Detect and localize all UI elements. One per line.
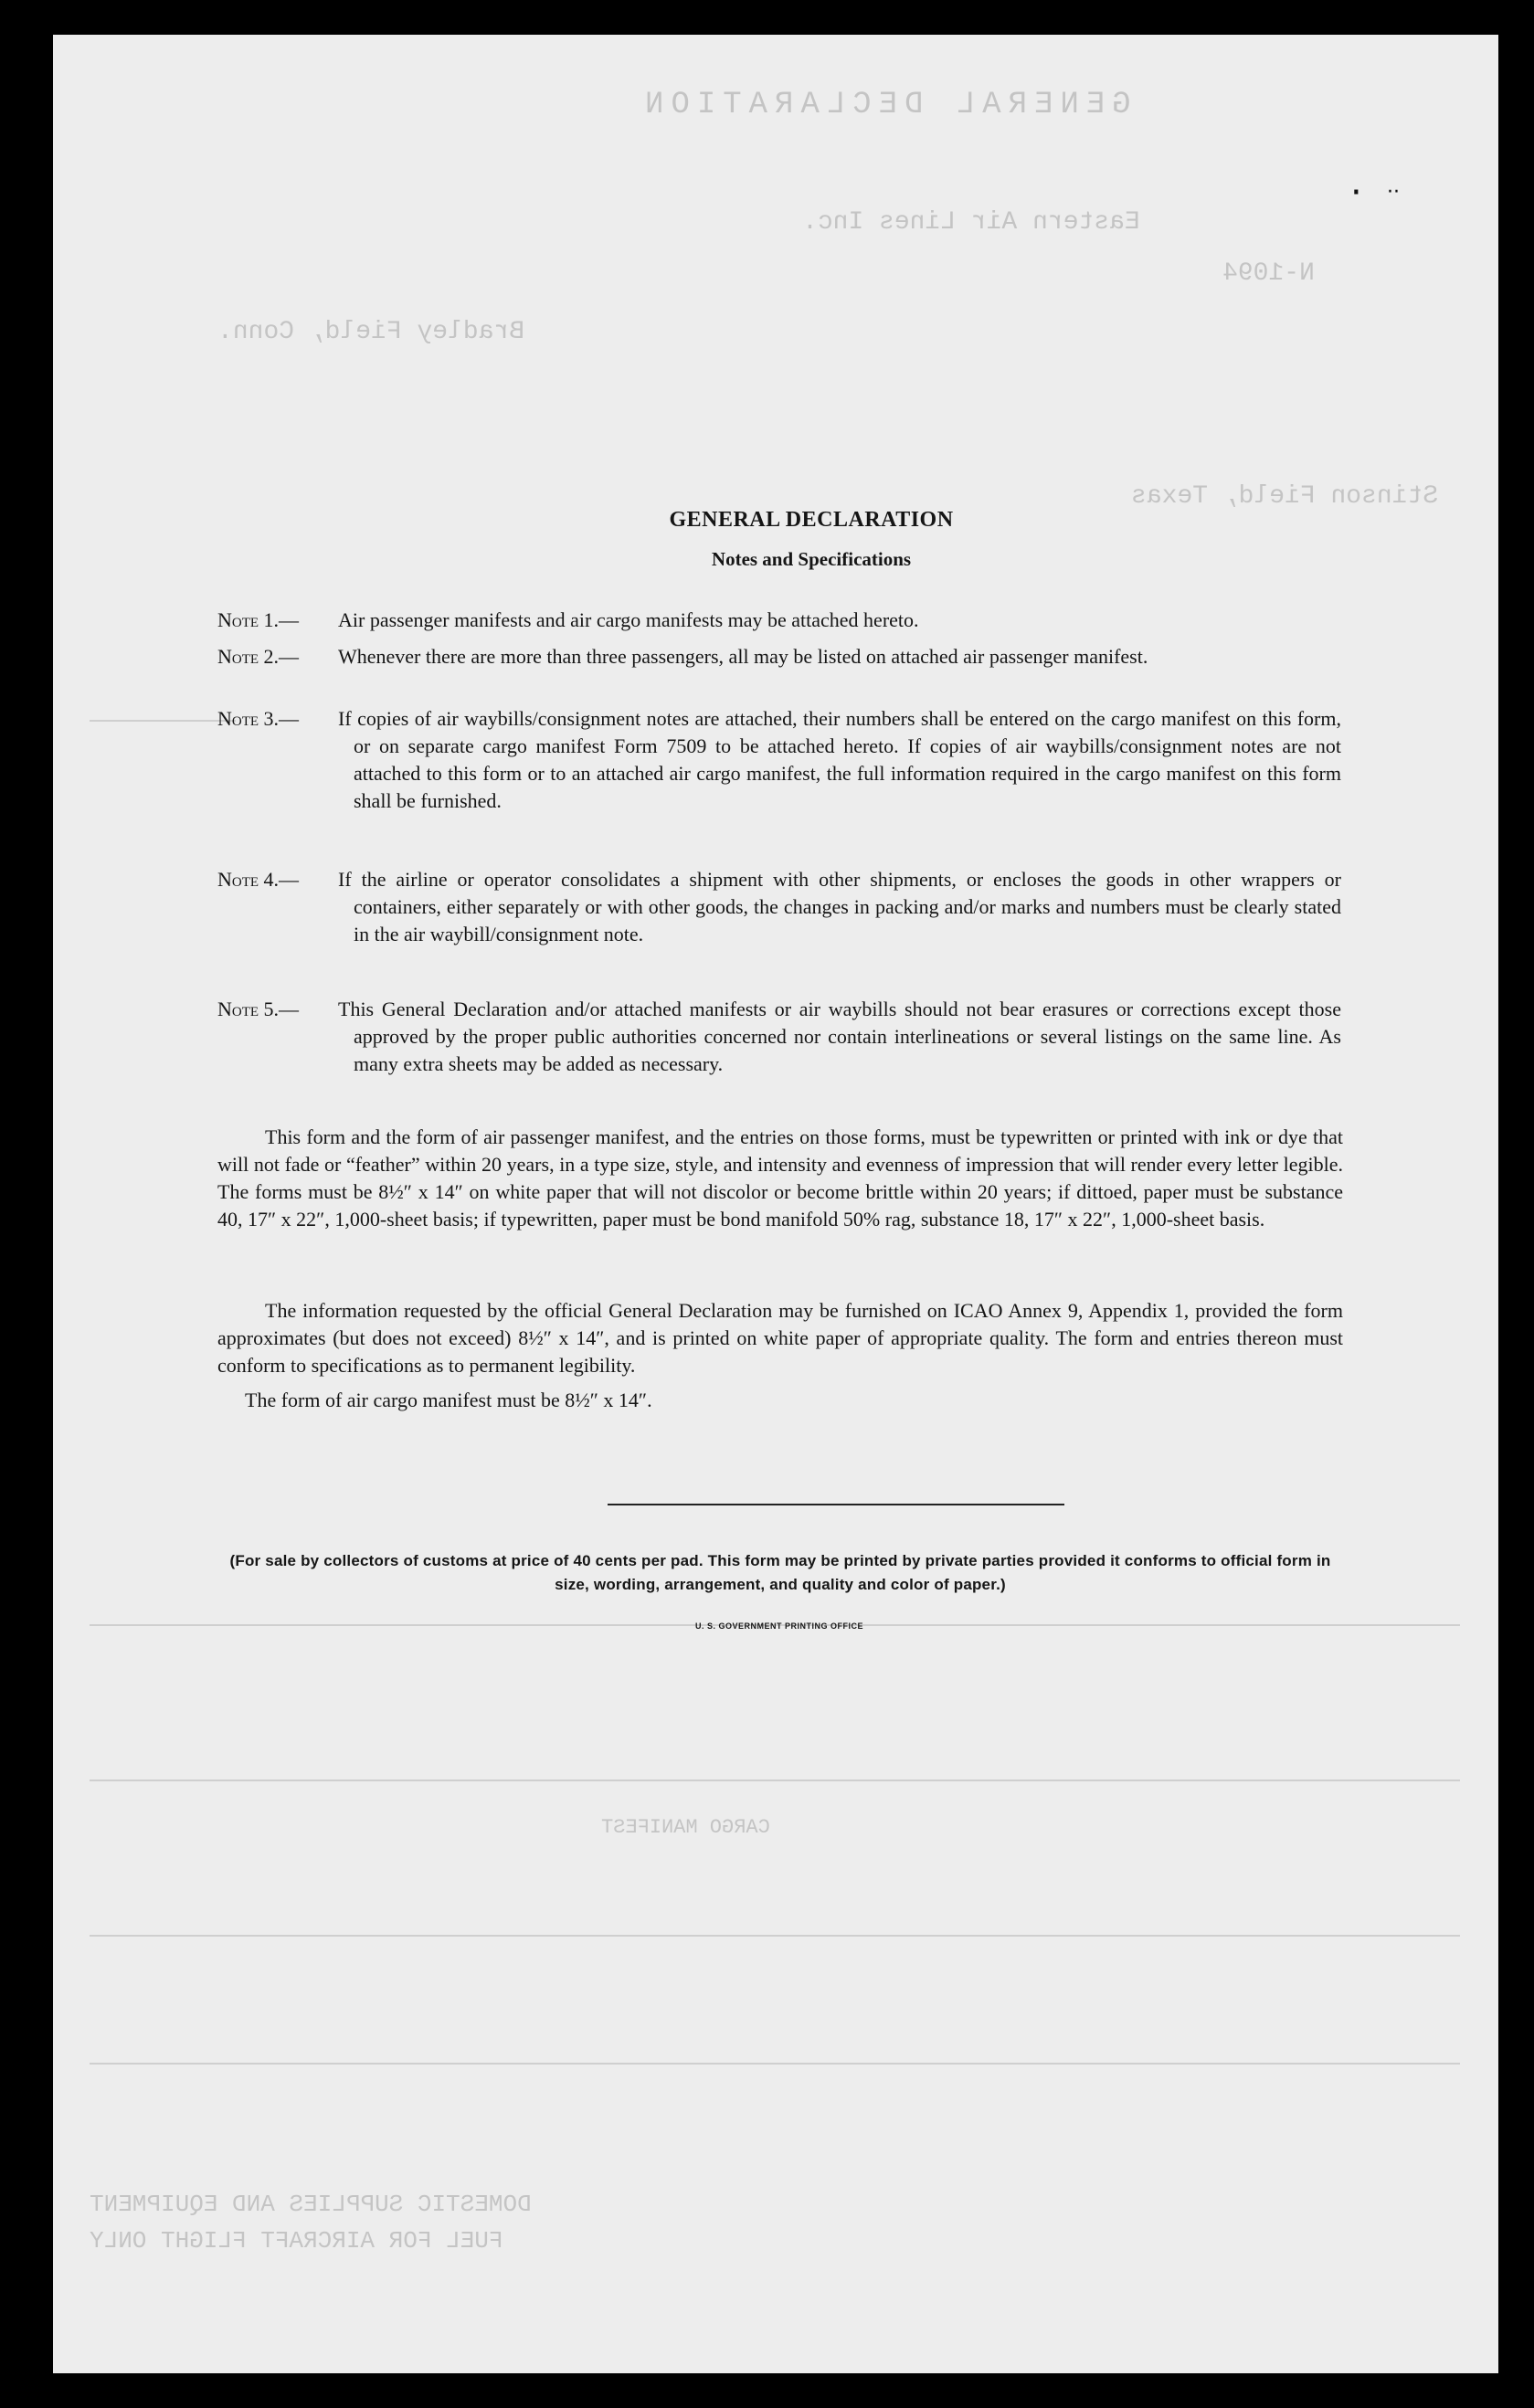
ghost-rule bbox=[90, 1780, 1460, 1781]
paragraph-icao: The information requested by the official General Declaration may be furnished on ICAO Annex 9, Appendix 1, provided the form approximates (but does not exceed) 8½″ x 14″, and is printed on white paper of appropriate quality. The form and entries thereon must conform to specifications as to permanent legibility. bbox=[217, 1299, 1343, 1377]
ghost-rule bbox=[90, 2063, 1460, 2065]
ghost-text: DOMESTIC SUPPLIES AND EQUIPMENT bbox=[90, 2191, 532, 2218]
page-subtitle: Notes and Specifications bbox=[711, 548, 912, 570]
document-page bbox=[53, 35, 1498, 2373]
paragraph-cargo-size: The form of air cargo manifest must be 8½″ x 14″. bbox=[245, 1389, 652, 1411]
paragraph-legibility: This form and the form of air passenger manifest, and the entries on those forms, must be typewritten or printed with ink or dye that will not fade or “feather” within 20 years, in a type size, style, and intensity and evenness of impression that will render every letter legible. The forms must be 8½″ x 14″ on white paper that will not discolor or become brittle within 20 years; if dittoed, paper must be substance 40, 17″ x 22″, 1,000-sheet basis; if typewritten, paper must be bond manifold 50% rag, substance 18, 17″ x 22″, 1,000-sheet basis. bbox=[217, 1125, 1343, 1230]
speck-mark: · bbox=[1350, 172, 1362, 214]
ghost-text: Stinson Field, Texas bbox=[1131, 482, 1439, 511]
note-label: Note 5.— bbox=[217, 998, 300, 1020]
ghost-text: CARGO MANIFEST bbox=[601, 1816, 770, 1839]
signature-rule bbox=[608, 1504, 1064, 1505]
note-text: If copies of air waybills/consignment notes are attached, their numbers shall be entered on the cargo manifest on this form, or on separate cargo manifest Form 7509 to be attached hereto. If copies of air waybills/consignment notes are not attached to this form or to an attached air cargo manifest, the full information required in the cargo manifest on this form shall be furnished. bbox=[338, 707, 1341, 812]
printer-imprint: U. S. GOVERNMENT PRINTING OFFICE bbox=[694, 1621, 863, 1631]
ghost-text: GENERAL DECLARATION bbox=[638, 88, 1131, 122]
note-2 bbox=[217, 643, 1341, 671]
page-title: GENERAL DECLARATION bbox=[669, 508, 954, 532]
sale-notice: (For sale by collectors of customs at price of 40 cents per pad. This form may be printed by private parties provided it conforms to official form in size, wording, arrangement, and quality and color of paper.) bbox=[229, 1552, 1331, 1593]
note-text: If the airline or operator consolidates a shipment with other shipments, or encloses the goods in other wrappers or containers, either separately or with other goods, the changes in packing and/or marks and numbers must be clearly stated in the air waybill/consignment note. bbox=[338, 868, 1341, 945]
note-text: Air passenger manifests and air cargo manifests may be attached hereto. bbox=[338, 608, 919, 631]
note-1 bbox=[217, 607, 1341, 634]
ghost-rule bbox=[90, 1935, 1460, 1937]
note-4 bbox=[217, 866, 1341, 948]
ghost-text: Eastern Air Lines Inc. bbox=[802, 208, 1140, 237]
note-text: Whenever there are more than three passengers, all may be listed on attached air passenger manifest. bbox=[338, 645, 1148, 668]
ghost-text: N-1094 bbox=[1222, 259, 1315, 288]
note-3 bbox=[217, 705, 1341, 815]
note-text: This General Declaration and/or attached manifests or air waybills should not bear erasures or corrections except those approved by the proper public authorities concerned nor contain interlineations or several listings on the same line. As many extra sheets may be added as necessary. bbox=[338, 998, 1341, 1075]
note-5 bbox=[217, 996, 1341, 1078]
ghost-text: Bradley Field, Conn. bbox=[217, 318, 525, 346]
note-label: Note 2.— bbox=[217, 645, 300, 668]
note-label: Note 1.— bbox=[217, 608, 300, 631]
note-label: Note 4.— bbox=[217, 868, 300, 891]
ghost-text: FUEL FOR AIRCRAFT FLIGHT ONLY bbox=[90, 2227, 503, 2255]
note-label: Note 3.— bbox=[217, 707, 300, 730]
ghost-rule bbox=[90, 720, 236, 722]
speck-mark: ·· bbox=[1387, 181, 1400, 204]
